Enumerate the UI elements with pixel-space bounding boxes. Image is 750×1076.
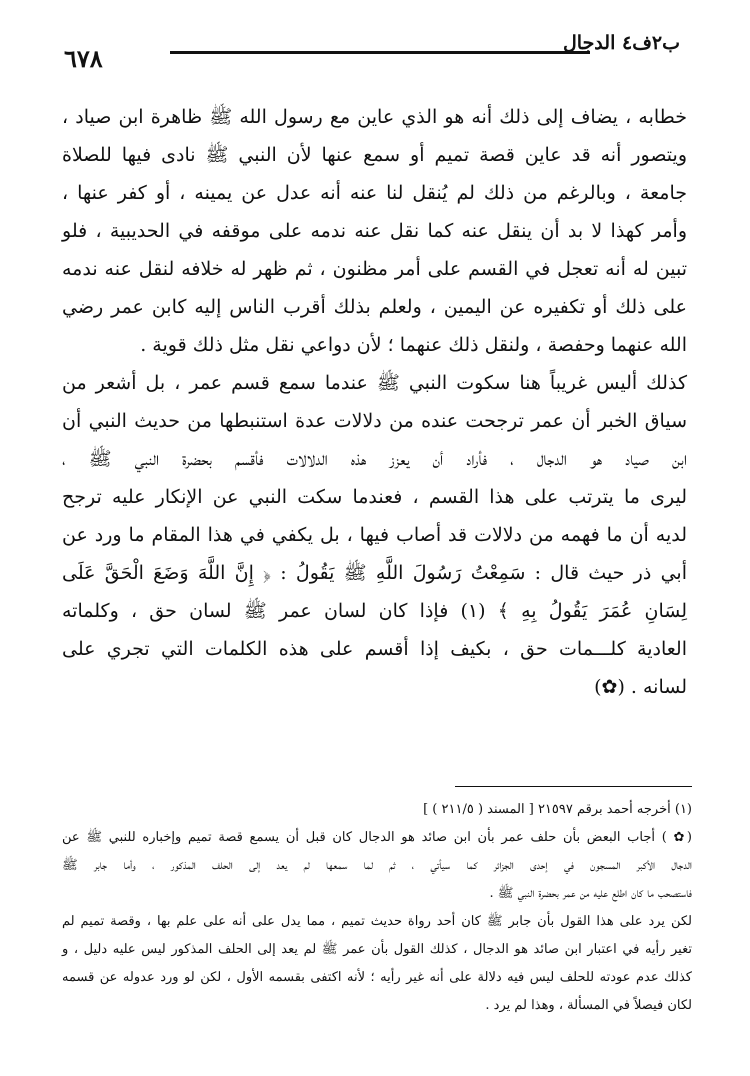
body-line: الله عنهما وحفصة ، ولنقل ذلك عنهما ؛ لأن دواعي نقل مثل ذلك قوية . <box>140 334 687 356</box>
body-line: خطابه ، يضاف إلى ذلك أنه هو الذي عاين مع رسول الله ﷺ ظاهرة ابن صياد ، <box>62 106 687 128</box>
body-line: العادية كلـــمات حق ، بكيف إذا أقسم على هذه الكلمات التي تجري على <box>62 638 687 660</box>
body-line: لديه أن ما فهمه من دلالات قد أصاب فيها ، بل يكفي في هذا المقام ما ورد عن <box>62 524 687 546</box>
body-line: كذلك أليس غريباً هنا سكوت النبي ﷺ عندما سمع قسم عمر ، بل أشعر من <box>62 372 687 394</box>
body-line: ابن صياد هو الدجال ، فأراد أن يعزز هذه الدلالات فأقسم بحضرة النبي ﷺ ، <box>62 448 687 470</box>
body-line: ليرى ما يترتب على هذا القسم ، فعندما سكت النبي عن الإنكار عليه ترجح <box>62 486 687 508</box>
footnote-line: الدجال الأكبر المسجون في إحدى الجزائر كما سيأتي ، ثم لما سمعها لم يعد إلى الحلف المذكور ، وأما جابر ﷺ <box>62 858 692 873</box>
running-header: ب٢ف٤ الدجال <box>562 32 680 54</box>
body-line: سياق الخبر أن عمر ترجحت عنده من دلالات عدة استنبطها من حديث النبي أن <box>62 410 687 432</box>
body-line: وأمر كهذا لا بد أن ينقل عنه كما نقل عنه ندمه على موقفه في الحديبية ، فلو <box>62 220 687 242</box>
header-rule <box>170 51 590 54</box>
main-text <box>62 98 687 706</box>
body-line: تبين له أنه تعجل في القسم على أمر مظنون ، ثم ظهر له خلافه لنقل عنه ندمه <box>62 258 687 280</box>
footnote-line: لكان فيصلاً في المسألة ، وهذا لم يرد . <box>485 998 692 1013</box>
body-line: ويتصور أنه قد عاين قصة تميم أو سمع عنها لأن النبي ﷺ نادى فيها للصلاة <box>62 144 687 166</box>
body-line: على ذلك أو تكفيره عن اليمين ، ولعلم بذلك أقرب الناس إليه كابن عمر رضي <box>62 296 687 318</box>
footnote-1: (١) أخرجه أحمد برقم ٢١٥٩٧ [ المسند ( ٢١١/٥ ) ] <box>423 802 692 817</box>
body-line: أبي ذر حيث قال : سَمِعْتُ رَسُولَ اللَّهِ ﷺ يَقُولُ : ﴿ إِنَّ اللَّهَ وَضَعَ الْحَقَّ عَلَى <box>62 562 687 584</box>
footnote-rule <box>455 786 692 787</box>
footnote-line: (✿ ) أجاب البعض بأن حلف عمر بأن ابن صائد هو الدجال كان قبل أن يسمع قصة تميم وإخباره للنبي ﷺ عن <box>62 830 692 845</box>
footnote-line: تغير رأيه في اعتبار ابن صائد هو الدجال ، كذلك القول بأن عمر ﷺ لم يعد إلى الحلف المذكور ليس عليه دليل ، و <box>62 942 692 957</box>
footnote-line: لكن يرد على هذا القول بأن جابر ﷺ كان أحد رواة حديث تميم ، مما يدل على أنه على علم بها ، وقصة تميم لم <box>62 914 692 929</box>
footnote-line: كذلك عدم عودته للحلف ليس فيه دلالة على أنه غير رأيه ؛ لأنه اكتفى بقسمه الأول ، لكن لو ورد عدوله عن قسمه <box>62 970 692 985</box>
body-line: جامعة ، وبالرغم من ذلك لم يُنقل لنا عنه أنه عدل عن يمينه ، أو كفر عنها ، <box>62 182 687 204</box>
body-line: لسانه . (✿) <box>594 676 687 698</box>
footnotes <box>62 796 692 1020</box>
page-number: ٦٧٨ <box>64 44 103 73</box>
footnote-line: فاستصحب ما كان اطلع عليه من عمر بحضرة النبي ﷺ . <box>489 886 692 901</box>
body-line: لِسَانِ عُمَرَ يَقُولُ بِهِ ﴾ (١) فإذا كان لسان عمر ﷺ لسان حق ، وكلماته <box>62 600 687 622</box>
